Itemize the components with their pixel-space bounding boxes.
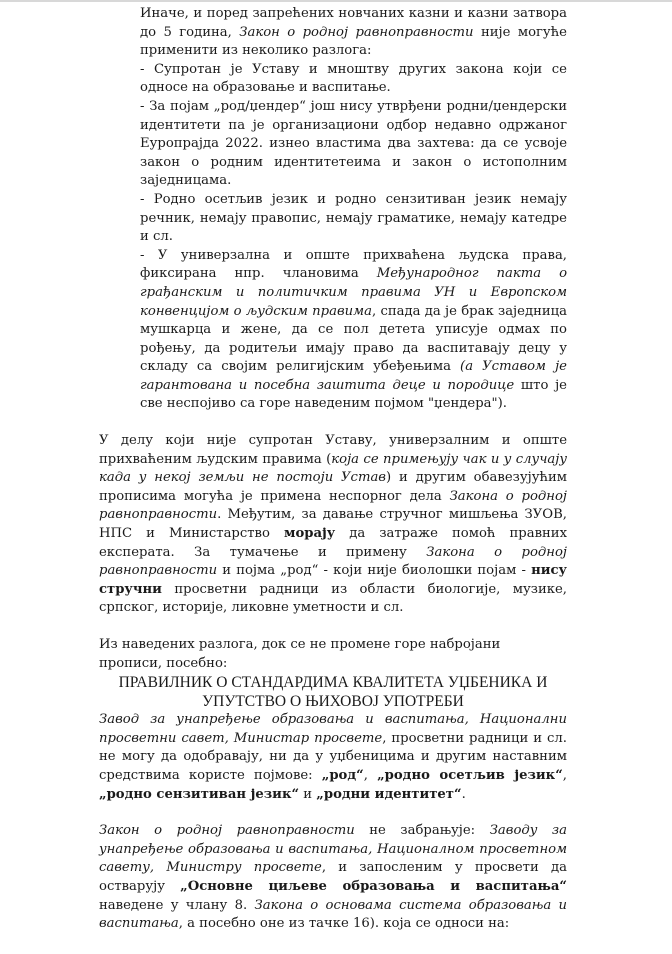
italic-run: која се примењују чак и у случају када у некој земљи не постоји Устав — [99, 451, 567, 486]
bullet-item: - Супротан је Уставу и мноштву других закона који се односе на образовање и васпитање. — [140, 61, 567, 96]
constitution-note: (а Уставом је гарантована и посебна заштита деце и породице — [140, 359, 567, 393]
text-run: , спада да је брак заједница мушкарца и жене, да се пол детета уписује одмах по рођењу, да родитељи имају право да васпитавају децу у складу са својим религијским убеђењима — [140, 303, 567, 375]
section-not-forbidden — [99, 822, 567, 934]
bold-run: морају — [283, 526, 336, 542]
law-title: Закона о основама система образовања и васпитања — [99, 897, 567, 932]
separator: . — [461, 786, 466, 802]
body-paragraph: Из наведених разлога, док се не промене горе набројани прописи, посебно: — [99, 637, 501, 671]
term-gender-sensitive-language: „родно осетљив језик“ — [377, 767, 563, 783]
text-run: не забрањује: — [354, 823, 490, 839]
law-title: Закон о родној равноправности — [239, 24, 474, 40]
text-run: - У универзална и опште прихваћена људска права, фиксирана нпр. члановима — [140, 247, 567, 282]
body-paragraph — [99, 822, 567, 934]
text-run: , а посебно оне из тачке 16). која се односи на: — [178, 916, 510, 932]
law-title: Закон о родној равноправности — [99, 823, 355, 839]
section-rulebook — [99, 636, 567, 804]
text-run: што је све неспојиво са горе наведеним појмом "џендера"). — [140, 377, 567, 412]
body-paragraph — [99, 432, 567, 618]
rulebook-title-line-2: УПУТСТВО О ЊИХОВОЈ УПОТРЕБИ — [202, 693, 464, 711]
treaty-names: Међународног пакта о грађанским и политичким правима УН и Европском конвенцијом о људским правима — [140, 266, 568, 319]
text-run: да затраже помоћ правних експерата. За тумачење и примену — [99, 526, 568, 560]
bullet-item — [140, 247, 567, 414]
term-gender-sensitized-language: „родно сензитиван језик“ — [99, 786, 300, 802]
text-run: није могуће применити из неколико разлога: — [140, 24, 567, 59]
institutions: Заводу за унапређење образовања и васпитања, Националном просветном савету, Министру просвете — [99, 823, 567, 876]
text-run: У делу који није супротан Уставу, универзалним и опште прихваћеним људским правима ( — [99, 433, 567, 467]
document-page — [0, 2, 672, 954]
law-title: Закона о родној равноправности — [99, 544, 567, 579]
intro-paragraph — [140, 5, 567, 61]
text-run: ) и другим обавезујућим прописима могућа је примена неспорног дела — [99, 470, 567, 504]
separator: и — [299, 786, 317, 802]
body-paragraph — [99, 711, 567, 804]
bold-run: „Основне циљеве образовања и васпитања“ — [180, 878, 567, 894]
section-universal-rights — [99, 432, 567, 618]
institutions: Завод за унапређење образовања и васпитања, Национални просветни савет, Министар просвете — [99, 712, 567, 746]
text-run: , и запосленим у просвети да остварују — [99, 860, 567, 894]
term-gender-identity: „родни идентитет“ — [316, 786, 462, 802]
separator: , — [363, 767, 378, 783]
separator: , — [562, 767, 567, 783]
bullet-item: - За појам „род/џендер“ још нису утврђени родни/џендерски идентитети па је организациони одбор недавно одржаног Еуропрајда 2022. изнео властима два захтева: да се усвоје закон о родним идентитетеима и закон о истополним заједницама. — [140, 98, 567, 189]
text-run: , просветни радници и сл. не могу да одобравају, ни да у уџбеницима и другим наставним средствима користе појмове: — [99, 730, 567, 783]
term-rod: „род“ — [321, 767, 364, 783]
law-title: Закона о родној равноправности — [99, 488, 567, 523]
bold-run: нису стручни — [99, 563, 567, 597]
text-run: просветни радници из области биологије, музике, српског, историје, ликовне уметности и сл. — [99, 581, 567, 616]
text-run: Иначе, и поред запрећених новчаних казни и казни затвора до 5 година, — [140, 6, 567, 40]
intro-section — [140, 5, 567, 414]
bullet-item: - Родно осетљив језик и родно сензитиван језик немају речник, немају правопис, немају граматике, немају катедре и сл. — [140, 191, 567, 245]
rulebook-title-line-1: ПРАВИЛНИК О СТАНДАРДИМА КВАЛИТЕТА УЏБЕНИКА И — [118, 674, 548, 692]
text-run: . Међутим, за давање стручног мишљења ЗУОВ, НПС и Министарство — [99, 507, 567, 542]
text-run: и појма „род“ - који није биолошки појам - — [217, 563, 532, 579]
text-run: наведене у члану 8. — [99, 897, 255, 913]
